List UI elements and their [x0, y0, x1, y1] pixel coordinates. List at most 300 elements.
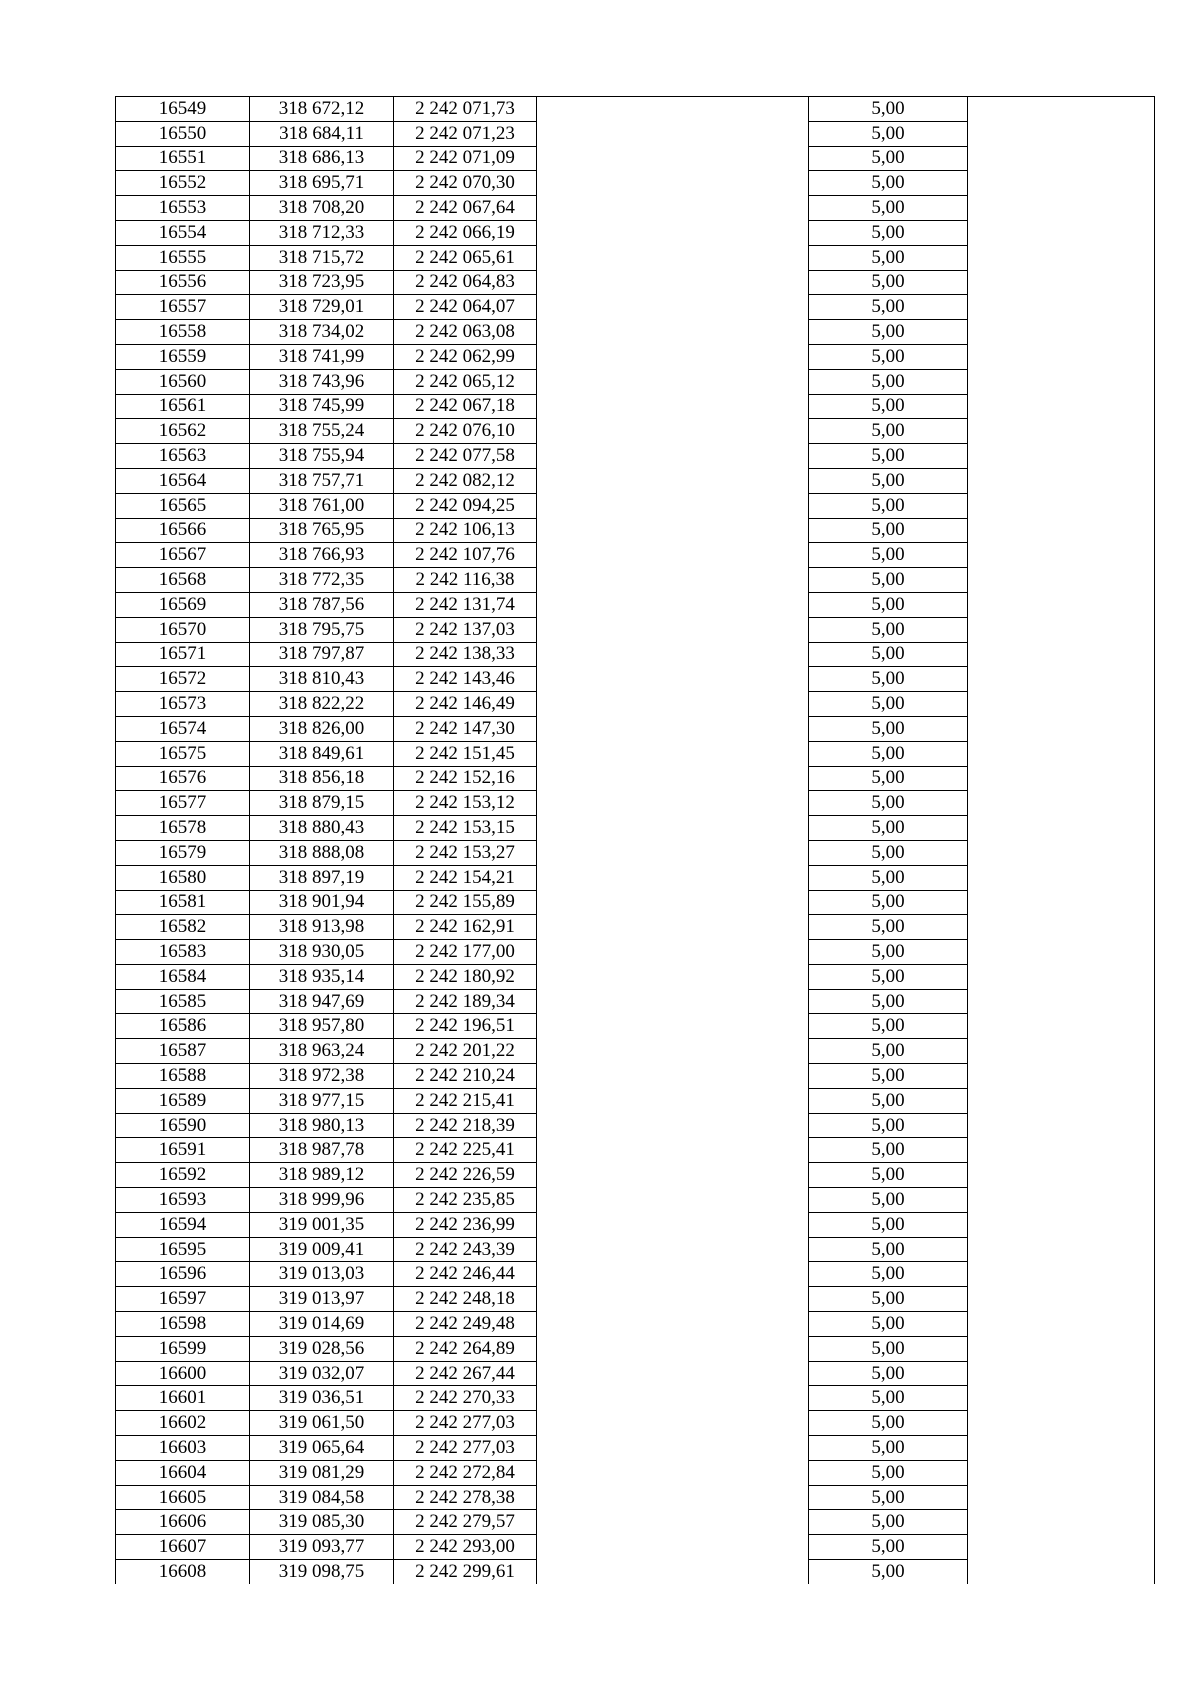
y-coordinate-cell: 2 242 277,03: [394, 1436, 537, 1461]
point-number-cell: 16564: [116, 468, 250, 493]
y-coordinate-cell: 2 242 248,18: [394, 1287, 537, 1312]
y-coordinate-cell: 2 242 218,39: [394, 1113, 537, 1138]
empty-cell: [537, 1237, 809, 1262]
y-coordinate-cell: 2 242 180,92: [394, 964, 537, 989]
x-coordinate-cell: 318 930,05: [250, 940, 394, 965]
empty-cell: [537, 791, 809, 816]
y-coordinate-cell: 2 242 077,58: [394, 444, 537, 469]
empty-cell: [537, 915, 809, 940]
empty-cell: [968, 1361, 1155, 1386]
point-number-cell: 16558: [116, 320, 250, 345]
empty-cell: [537, 1262, 809, 1287]
empty-cell: [968, 1113, 1155, 1138]
empty-cell: [968, 840, 1155, 865]
value-cell: 5,00: [809, 220, 968, 245]
value-cell: 5,00: [809, 295, 968, 320]
empty-cell: [537, 1088, 809, 1113]
empty-cell: [968, 1535, 1155, 1560]
y-coordinate-cell: 2 242 155,89: [394, 890, 537, 915]
empty-cell: [537, 444, 809, 469]
empty-cell: [968, 493, 1155, 518]
table-row: [116, 344, 1155, 369]
empty-cell: [968, 1510, 1155, 1535]
x-coordinate-cell: 318 797,87: [250, 642, 394, 667]
empty-cell: [537, 270, 809, 295]
empty-cell: [537, 1460, 809, 1485]
empty-cell: [968, 444, 1155, 469]
empty-cell: [537, 245, 809, 270]
value-cell: 5,00: [809, 1113, 968, 1138]
x-coordinate-cell: 318 999,96: [250, 1188, 394, 1213]
value-cell: 5,00: [809, 369, 968, 394]
y-coordinate-cell: 2 242 293,00: [394, 1535, 537, 1560]
value-cell: 5,00: [809, 468, 968, 493]
y-coordinate-cell: 2 242 246,44: [394, 1262, 537, 1287]
table-row: [116, 964, 1155, 989]
value-cell: 5,00: [809, 642, 968, 667]
empty-cell: [968, 394, 1155, 419]
y-coordinate-cell: 2 242 082,12: [394, 468, 537, 493]
empty-cell: [968, 419, 1155, 444]
empty-cell: [968, 1163, 1155, 1188]
empty-cell: [968, 890, 1155, 915]
y-coordinate-cell: 2 242 143,46: [394, 667, 537, 692]
value-cell: 5,00: [809, 667, 968, 692]
table-row: [116, 989, 1155, 1014]
empty-cell: [968, 171, 1155, 196]
value-cell: 5,00: [809, 791, 968, 816]
y-coordinate-cell: 2 242 215,41: [394, 1088, 537, 1113]
point-number-cell: 16571: [116, 642, 250, 667]
x-coordinate-cell: 318 755,24: [250, 419, 394, 444]
point-number-cell: 16591: [116, 1138, 250, 1163]
point-number-cell: 16572: [116, 667, 250, 692]
empty-cell: [968, 1262, 1155, 1287]
empty-cell: [968, 1039, 1155, 1064]
value-cell: 5,00: [809, 1485, 968, 1510]
table-row: [116, 1262, 1155, 1287]
empty-cell: [968, 518, 1155, 543]
table-row: [116, 1361, 1155, 1386]
value-cell: 5,00: [809, 692, 968, 717]
empty-cell: [968, 196, 1155, 221]
y-coordinate-cell: 2 242 064,83: [394, 270, 537, 295]
x-coordinate-cell: 318 977,15: [250, 1088, 394, 1113]
empty-cell: [537, 1560, 809, 1584]
empty-cell: [537, 320, 809, 345]
x-coordinate-cell: 318 880,43: [250, 816, 394, 841]
table-row: [116, 220, 1155, 245]
empty-cell: [537, 766, 809, 791]
empty-cell: [968, 642, 1155, 667]
table-row: [116, 1138, 1155, 1163]
value-cell: 5,00: [809, 394, 968, 419]
table-row: [116, 1039, 1155, 1064]
point-number-cell: 16595: [116, 1237, 250, 1262]
empty-cell: [968, 146, 1155, 171]
empty-cell: [537, 468, 809, 493]
table-row: [116, 1088, 1155, 1113]
point-number-cell: 16573: [116, 692, 250, 717]
point-number-cell: 16553: [116, 196, 250, 221]
y-coordinate-cell: 2 242 278,38: [394, 1485, 537, 1510]
table-row: [116, 1312, 1155, 1337]
empty-cell: [537, 394, 809, 419]
point-number-cell: 16582: [116, 915, 250, 940]
table-row: [116, 692, 1155, 717]
empty-cell: [968, 1386, 1155, 1411]
empty-cell: [968, 320, 1155, 345]
point-number-cell: 16600: [116, 1361, 250, 1386]
y-coordinate-cell: 2 242 236,99: [394, 1212, 537, 1237]
value-cell: 5,00: [809, 1560, 968, 1584]
empty-cell: [537, 1163, 809, 1188]
table-row: [116, 146, 1155, 171]
x-coordinate-cell: 318 888,08: [250, 840, 394, 865]
empty-cell: [968, 1411, 1155, 1436]
empty-cell: [968, 766, 1155, 791]
table-row: [116, 791, 1155, 816]
x-coordinate-cell: 318 795,75: [250, 617, 394, 642]
x-coordinate-cell: 318 913,98: [250, 915, 394, 940]
x-coordinate-cell: 319 084,58: [250, 1485, 394, 1510]
y-coordinate-cell: 2 242 153,15: [394, 816, 537, 841]
value-cell: 5,00: [809, 1411, 968, 1436]
table-row: [116, 1510, 1155, 1535]
table-row: [116, 617, 1155, 642]
x-coordinate-cell: 318 822,22: [250, 692, 394, 717]
point-number-cell: 16560: [116, 369, 250, 394]
empty-cell: [537, 196, 809, 221]
empty-cell: [968, 468, 1155, 493]
x-coordinate-cell: 318 686,13: [250, 146, 394, 171]
point-number-cell: 16562: [116, 419, 250, 444]
x-coordinate-cell: 318 755,94: [250, 444, 394, 469]
table-row: [116, 1535, 1155, 1560]
x-coordinate-cell: 319 013,97: [250, 1287, 394, 1312]
point-number-cell: 16597: [116, 1287, 250, 1312]
empty-cell: [968, 667, 1155, 692]
table-row: [116, 940, 1155, 965]
y-coordinate-cell: 2 242 106,13: [394, 518, 537, 543]
value-cell: 5,00: [809, 543, 968, 568]
x-coordinate-cell: 318 729,01: [250, 295, 394, 320]
point-number-cell: 16565: [116, 493, 250, 518]
y-coordinate-cell: 2 242 196,51: [394, 1014, 537, 1039]
point-number-cell: 16592: [116, 1163, 250, 1188]
y-coordinate-cell: 2 242 153,27: [394, 840, 537, 865]
point-number-cell: 16603: [116, 1436, 250, 1461]
point-number-cell: 16585: [116, 989, 250, 1014]
y-coordinate-cell: 2 242 116,38: [394, 568, 537, 593]
empty-cell: [968, 989, 1155, 1014]
x-coordinate-cell: 318 901,94: [250, 890, 394, 915]
table-row: [116, 1237, 1155, 1262]
empty-cell: [968, 344, 1155, 369]
table-row: [116, 816, 1155, 841]
point-number-cell: 16574: [116, 716, 250, 741]
empty-cell: [537, 1113, 809, 1138]
empty-cell: [968, 1312, 1155, 1337]
value-cell: 5,00: [809, 320, 968, 345]
table-row: [116, 419, 1155, 444]
point-number-cell: 16581: [116, 890, 250, 915]
y-coordinate-cell: 2 242 272,84: [394, 1460, 537, 1485]
empty-cell: [968, 1460, 1155, 1485]
point-number-cell: 16588: [116, 1064, 250, 1089]
empty-cell: [537, 989, 809, 1014]
x-coordinate-cell: 318 715,72: [250, 245, 394, 270]
x-coordinate-cell: 318 695,71: [250, 171, 394, 196]
table-row: [116, 444, 1155, 469]
empty-cell: [968, 220, 1155, 245]
x-coordinate-cell: 319 081,29: [250, 1460, 394, 1485]
value-cell: 5,00: [809, 741, 968, 766]
empty-cell: [537, 964, 809, 989]
empty-cell: [968, 1064, 1155, 1089]
y-coordinate-cell: 2 242 137,03: [394, 617, 537, 642]
empty-cell: [968, 964, 1155, 989]
x-coordinate-cell: 319 098,75: [250, 1560, 394, 1584]
y-coordinate-cell: 2 242 064,07: [394, 295, 537, 320]
empty-cell: [537, 1212, 809, 1237]
y-coordinate-cell: 2 242 210,24: [394, 1064, 537, 1089]
y-coordinate-cell: 2 242 277,03: [394, 1411, 537, 1436]
y-coordinate-cell: 2 242 151,45: [394, 741, 537, 766]
x-coordinate-cell: 318 826,00: [250, 716, 394, 741]
value-cell: 5,00: [809, 444, 968, 469]
table-row: [116, 1212, 1155, 1237]
x-coordinate-cell: 319 009,41: [250, 1237, 394, 1262]
empty-cell: [537, 1386, 809, 1411]
table-row: [116, 97, 1155, 122]
table-row: [116, 1460, 1155, 1485]
value-cell: 5,00: [809, 1138, 968, 1163]
value-cell: 5,00: [809, 568, 968, 593]
x-coordinate-cell: 319 028,56: [250, 1336, 394, 1361]
y-coordinate-cell: 2 242 154,21: [394, 865, 537, 890]
table-row: [116, 320, 1155, 345]
coordinates-table: [115, 96, 1155, 1584]
y-coordinate-cell: 2 242 225,41: [394, 1138, 537, 1163]
empty-cell: [537, 940, 809, 965]
x-coordinate-cell: 318 734,02: [250, 320, 394, 345]
empty-cell: [537, 97, 809, 122]
empty-cell: [968, 592, 1155, 617]
value-cell: 5,00: [809, 1535, 968, 1560]
table-row: [116, 1113, 1155, 1138]
value-cell: 5,00: [809, 1510, 968, 1535]
point-number-cell: 16550: [116, 121, 250, 146]
y-coordinate-cell: 2 242 071,23: [394, 121, 537, 146]
point-number-cell: 16561: [116, 394, 250, 419]
value-cell: 5,00: [809, 915, 968, 940]
table-row: [116, 1336, 1155, 1361]
empty-cell: [968, 568, 1155, 593]
x-coordinate-cell: 318 684,11: [250, 121, 394, 146]
table-row: [116, 592, 1155, 617]
x-coordinate-cell: 318 879,15: [250, 791, 394, 816]
empty-cell: [537, 890, 809, 915]
point-number-cell: 16598: [116, 1312, 250, 1337]
value-cell: 5,00: [809, 989, 968, 1014]
table-row: [116, 518, 1155, 543]
y-coordinate-cell: 2 242 067,64: [394, 196, 537, 221]
x-coordinate-cell: 318 743,96: [250, 369, 394, 394]
empty-cell: [968, 1138, 1155, 1163]
point-number-cell: 16551: [116, 146, 250, 171]
value-cell: 5,00: [809, 1287, 968, 1312]
value-cell: 5,00: [809, 270, 968, 295]
value-cell: 5,00: [809, 1361, 968, 1386]
empty-cell: [537, 1535, 809, 1560]
value-cell: 5,00: [809, 245, 968, 270]
table-row: [116, 716, 1155, 741]
table-row: [116, 543, 1155, 568]
point-number-cell: 16559: [116, 344, 250, 369]
empty-cell: [537, 369, 809, 394]
value-cell: 5,00: [809, 865, 968, 890]
y-coordinate-cell: 2 242 107,76: [394, 543, 537, 568]
y-coordinate-cell: 2 242 201,22: [394, 1039, 537, 1064]
x-coordinate-cell: 318 761,00: [250, 493, 394, 518]
table-row: [116, 915, 1155, 940]
table-row: [116, 1188, 1155, 1213]
table-row: [116, 468, 1155, 493]
value-cell: 5,00: [809, 1039, 968, 1064]
y-coordinate-cell: 2 242 267,44: [394, 1361, 537, 1386]
empty-cell: [968, 1560, 1155, 1584]
empty-cell: [537, 419, 809, 444]
point-number-cell: 16606: [116, 1510, 250, 1535]
x-coordinate-cell: 318 947,69: [250, 989, 394, 1014]
table-row: [116, 568, 1155, 593]
x-coordinate-cell: 318 712,33: [250, 220, 394, 245]
x-coordinate-cell: 319 032,07: [250, 1361, 394, 1386]
y-coordinate-cell: 2 242 279,57: [394, 1510, 537, 1535]
empty-cell: [968, 791, 1155, 816]
x-coordinate-cell: 318 741,99: [250, 344, 394, 369]
value-cell: 5,00: [809, 146, 968, 171]
table-row: [116, 171, 1155, 196]
y-coordinate-cell: 2 242 249,48: [394, 1312, 537, 1337]
y-coordinate-cell: 2 242 065,12: [394, 369, 537, 394]
empty-cell: [537, 146, 809, 171]
empty-cell: [968, 692, 1155, 717]
empty-cell: [968, 1088, 1155, 1113]
point-number-cell: 16556: [116, 270, 250, 295]
value-cell: 5,00: [809, 716, 968, 741]
point-number-cell: 16566: [116, 518, 250, 543]
x-coordinate-cell: 318 787,56: [250, 592, 394, 617]
table-row: [116, 642, 1155, 667]
table-row: [116, 667, 1155, 692]
empty-cell: [537, 1014, 809, 1039]
empty-cell: [537, 1138, 809, 1163]
y-coordinate-cell: 2 242 177,00: [394, 940, 537, 965]
empty-cell: [537, 543, 809, 568]
point-number-cell: 16577: [116, 791, 250, 816]
y-coordinate-cell: 2 242 189,34: [394, 989, 537, 1014]
x-coordinate-cell: 318 757,71: [250, 468, 394, 493]
empty-cell: [537, 518, 809, 543]
y-coordinate-cell: 2 242 062,99: [394, 344, 537, 369]
point-number-cell: 16602: [116, 1411, 250, 1436]
x-coordinate-cell: 318 987,78: [250, 1138, 394, 1163]
table-row: [116, 295, 1155, 320]
y-coordinate-cell: 2 242 067,18: [394, 394, 537, 419]
empty-cell: [537, 493, 809, 518]
value-cell: 5,00: [809, 1460, 968, 1485]
x-coordinate-cell: 318 772,35: [250, 568, 394, 593]
point-number-cell: 16599: [116, 1336, 250, 1361]
table-row: [116, 1014, 1155, 1039]
table-row: [116, 840, 1155, 865]
empty-cell: [537, 1336, 809, 1361]
y-coordinate-cell: 2 242 270,33: [394, 1386, 537, 1411]
point-number-cell: 16555: [116, 245, 250, 270]
point-number-cell: 16607: [116, 1535, 250, 1560]
y-coordinate-cell: 2 242 162,91: [394, 915, 537, 940]
empty-cell: [968, 1287, 1155, 1312]
table-row: [116, 493, 1155, 518]
y-coordinate-cell: 2 242 299,61: [394, 1560, 537, 1584]
x-coordinate-cell: 319 014,69: [250, 1312, 394, 1337]
y-coordinate-cell: 2 242 235,85: [394, 1188, 537, 1213]
point-number-cell: 16554: [116, 220, 250, 245]
empty-cell: [968, 1336, 1155, 1361]
empty-cell: [537, 1361, 809, 1386]
y-coordinate-cell: 2 242 147,30: [394, 716, 537, 741]
empty-cell: [537, 716, 809, 741]
value-cell: 5,00: [809, 196, 968, 221]
empty-cell: [537, 1485, 809, 1510]
point-number-cell: 16584: [116, 964, 250, 989]
empty-cell: [537, 1039, 809, 1064]
point-number-cell: 16575: [116, 741, 250, 766]
value-cell: 5,00: [809, 1188, 968, 1213]
point-number-cell: 16578: [116, 816, 250, 841]
value-cell: 5,00: [809, 940, 968, 965]
y-coordinate-cell: 2 242 152,16: [394, 766, 537, 791]
empty-cell: [968, 1188, 1155, 1213]
value-cell: 5,00: [809, 816, 968, 841]
value-cell: 5,00: [809, 1436, 968, 1461]
value-cell: 5,00: [809, 121, 968, 146]
empty-cell: [968, 1212, 1155, 1237]
x-coordinate-cell: 318 672,12: [250, 97, 394, 122]
table-row: [116, 1287, 1155, 1312]
x-coordinate-cell: 318 708,20: [250, 196, 394, 221]
table-row: [116, 1386, 1155, 1411]
x-coordinate-cell: 318 810,43: [250, 667, 394, 692]
table-row: [116, 741, 1155, 766]
point-number-cell: 16557: [116, 295, 250, 320]
point-number-cell: 16586: [116, 1014, 250, 1039]
x-coordinate-cell: 319 036,51: [250, 1386, 394, 1411]
value-cell: 5,00: [809, 1163, 968, 1188]
x-coordinate-cell: 319 061,50: [250, 1411, 394, 1436]
value-cell: 5,00: [809, 617, 968, 642]
point-number-cell: 16563: [116, 444, 250, 469]
y-coordinate-cell: 2 242 146,49: [394, 692, 537, 717]
point-number-cell: 16580: [116, 865, 250, 890]
y-coordinate-cell: 2 242 153,12: [394, 791, 537, 816]
empty-cell: [537, 1188, 809, 1213]
empty-cell: [537, 692, 809, 717]
table-row: [116, 245, 1155, 270]
x-coordinate-cell: 318 765,95: [250, 518, 394, 543]
